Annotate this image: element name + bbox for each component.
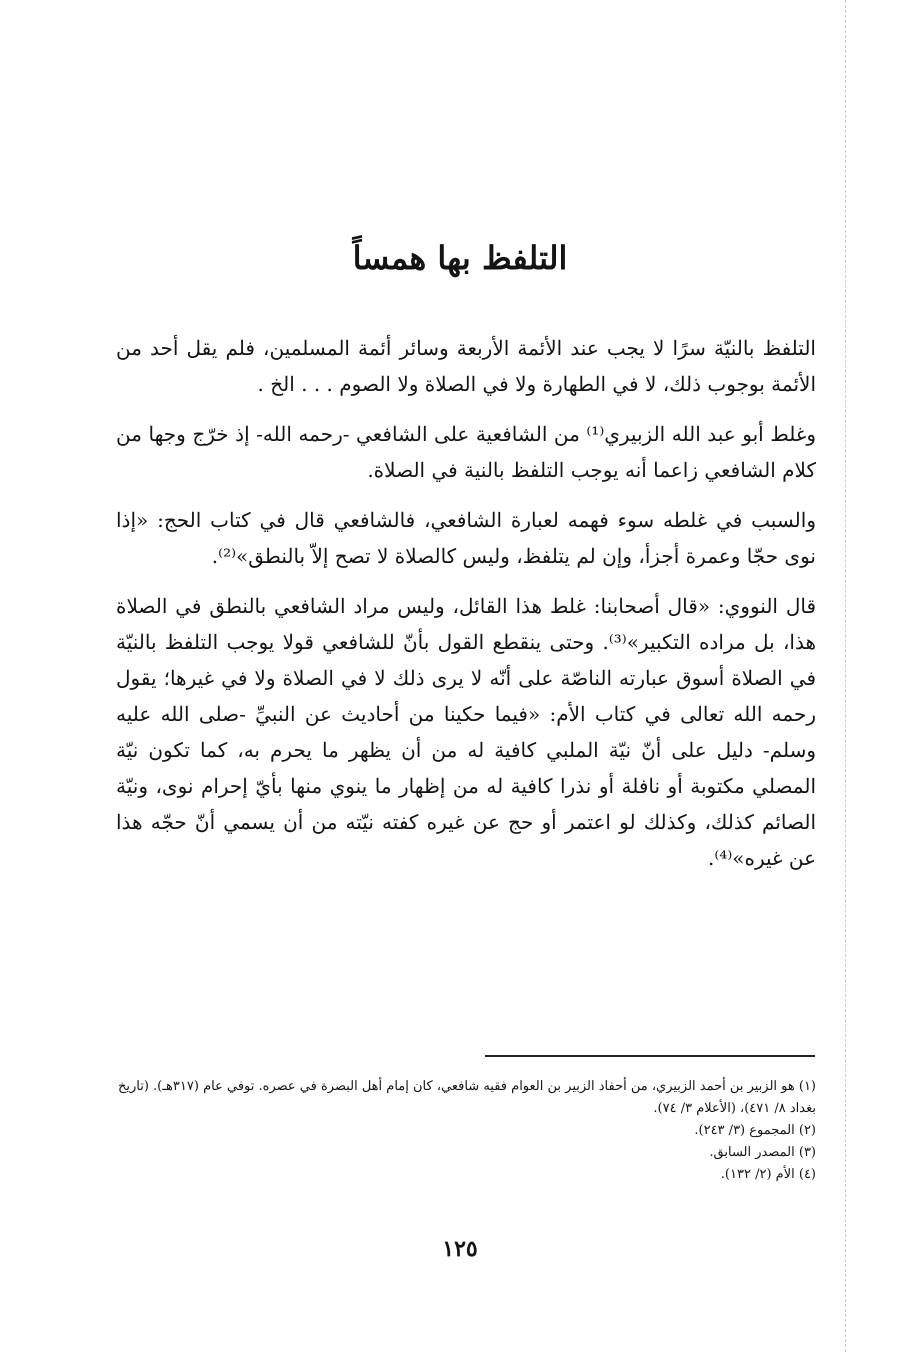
footnote-2: (٢) المجموع (٣/ ٢٤٣). [694,1123,816,1138]
paragraph-4: قال النووي: «قال أصحابنا: غلط هذا القائل، وليس مراد الشافعي بالنطق في الصلاة هذا، بل مراده التكبير»⁽³⁾. وحتى ينقطع القول بأنّ للشافعي قولا يوجب التلفظ بالنيّة في الصلاة أسوق عبارته الناصّة على أنّه لا يرى ذلك لا في الصلاة ولا في غيرها؛ يقول رحمه الله تعالى في كتاب الأم: «فيما حكينا من أحاديث عن النبيِّ -صلى الله عليه وسلم- دليل على أنّ نيّة الملبي كافية له من أن يظهر ما يحرم به، كما تكون نيّة المصلي مكتوبة أو نافلة أو نذرا كافية له من إظهار ما ينوي منها بأيّ إحرام نوى، ونيّة الصائم كذلك، وكذلك لو اعتمر أو حج عن غيره كفته نيّته من أن يسمي أنّ حجّه هذا عن غيره»⁽⁴⁾. [116,594,816,870]
scan-edge-line [845,0,846,1352]
footnote-1: (١) هو الزبير بن أحمد الزبيري، من أحفاد الزبير بن العوام فقيه شافعي، كان إمام أهل البصرة في عصره. توفي عام (٣١٧هـ). (تاريخ بغداد ٨/ ٤٧١)، (الأعلام ٣/ ٧٤). [117,1079,816,1116]
footnote-4: (٤) الأم (٢/ ١٣٢). [720,1167,816,1182]
page-number: ١٢٥ [442,1236,478,1262]
paragraph-3: والسبب في غلطه سوء فهمه لعبارة الشافعي، فالشافعي قال في كتاب الحج: «إذا نوى حجّا وعمرة أجزأ، وإن لم يتلفظ، وليس كالصلاة لا تصح إلاّ بالنطق»⁽²⁾. [116,508,816,568]
paragraph-1: التلفظ بالنيّة سرًا لا يجب عند الأئمة الأربعة وسائر أئمة المسلمين، فلم يقل أحد من الأئمة بوجوب ذلك، لا في الطهارة ولا في الصلاة ولا الصوم . . . الخ . [116,336,816,396]
paragraph-2: وغلط أبو عبد الله الزبيري⁽¹⁾ من الشافعية على الشافعي -رحمه الله- إذ خرّج وجها من كلام الشافعي زاعما أنه يوجب التلفظ بالنية في الصلاة. [116,422,816,482]
footnote-separator [485,1055,815,1057]
footnotes [96,1076,816,1186]
footnote-3: (٣) المصدر السابق. [709,1145,816,1160]
main-text [116,330,816,890]
page-heading: التلفظ بها همساً [352,239,568,277]
